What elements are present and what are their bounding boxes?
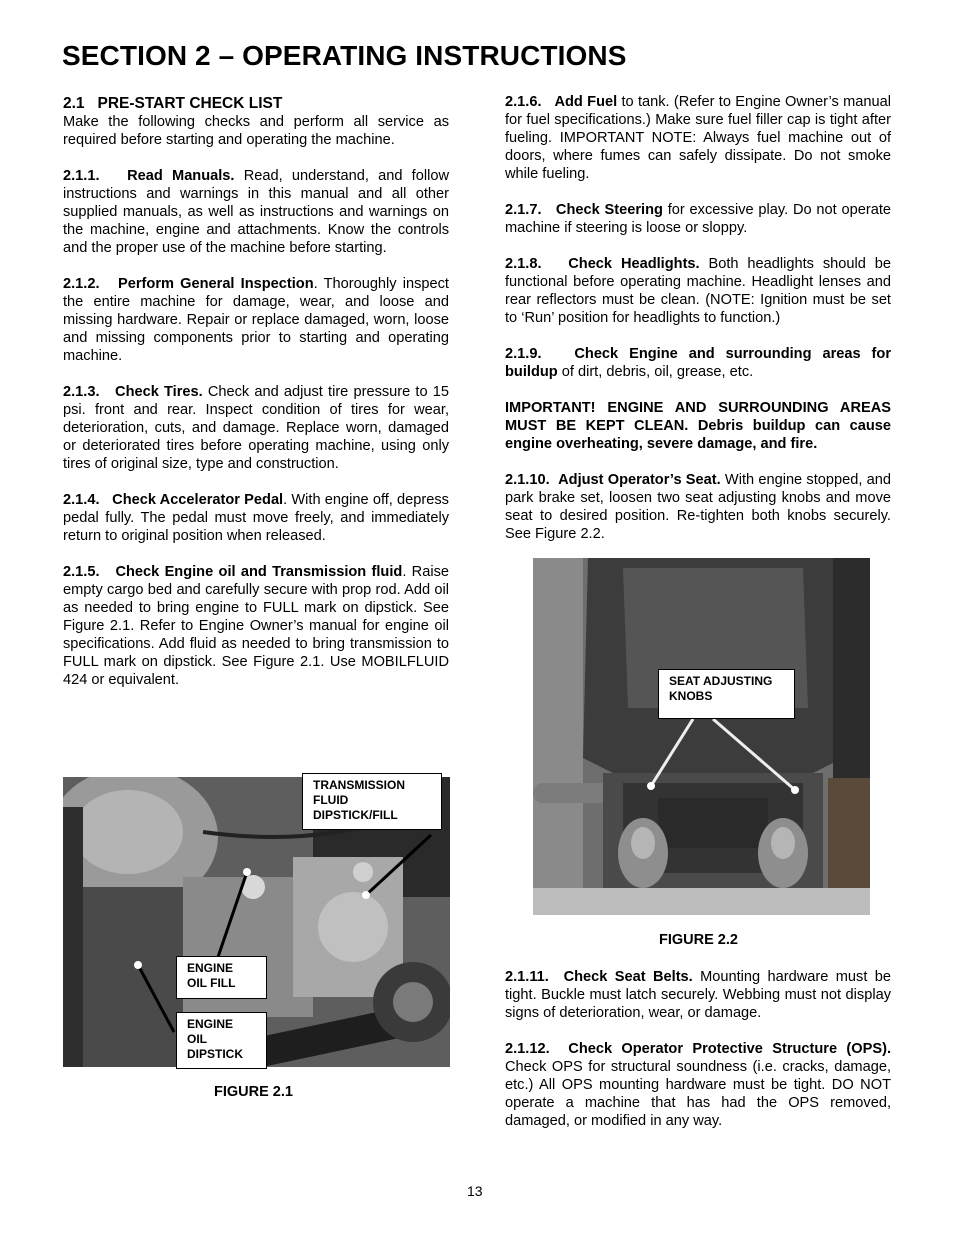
item-2-1-12: 2.1.12. Check Operator Protective Structure (OPS). Check OPS for structural soundness (i.e. cracks, damage, etc.) All OPS mounting hardware must be tight. DO NOT operate a machine that has had the OPS removed, damaged, or modified in any way. — [505, 1041, 892, 1129]
subsection-heading: 2.1 PRE-START CHECK LIST — [63, 95, 283, 112]
item-2-1-9: 2.1.9. Check Engine and surrounding areas for buildup of dirt, debris, oil, grease, etc. — [505, 346, 892, 380]
right-column — [505, 93, 891, 561]
right-column-lower — [505, 968, 891, 1148]
callout-engine-oil-fill: ENGINE OIL FILL — [176, 956, 267, 999]
callout-transmission-fluid: TRANSMISSION FLUID DIPSTICK/FILL — [302, 773, 442, 830]
callout-engine-oil-dipstick: ENGINE OIL DIPSTICK — [176, 1012, 267, 1069]
item-2-1-6: 2.1.6. Add Fuel to tank. (Refer to Engine Owner’s manual for fuel specifications.) Make sure fuel filler cap is tight after fueling. IMPORTANT NOTE: Always fuel machine out of doors, where fumes can safely dissipate. Do not smoke while fueling. — [505, 94, 891, 182]
item-2-1-7: 2.1.7. Check Steering for excessive play. Do not operate machine if steering is loose or sloppy. — [505, 202, 892, 236]
item-2-1-4: 2.1.4. Check Accelerator Pedal. With engine off, depress pedal fully. The pedal must move freely, and immediately return to original position when released. — [63, 492, 449, 544]
item-2-1-3: 2.1.3. Check Tires. Check and adjust tire pressure to 15 psi. front and rear. Inspect condition of tires for wear, deterioration, cuts, and damage. Replace worn, damaged or deteriorated tires before operating machine, using only tires of original size, type and construction. — [63, 384, 449, 472]
seat-photo — [533, 558, 870, 915]
page-number: 13 — [467, 1183, 483, 1199]
item-2-1-11: 2.1.11. Check Seat Belts. Mounting hardware must be tight. Buckle must latch securely. Webbing must not display signs of deterioration, wear, or damage. — [505, 969, 891, 1021]
item-2-1-8: 2.1.8. Check Headlights. Both headlights should be functional before operating machine. Headlight lenses and rear reflectors must be clean. (NOTE: Ignition must be set to ‘Run’ position for headlights to function.) — [505, 256, 892, 326]
figure-2-2-caption: FIGURE 2.2 — [659, 932, 738, 948]
left-column — [63, 95, 449, 707]
item-2-1-10: 2.1.10. Adjust Operator’s Seat. With engine stopped, and park brake set, loosen two seat adjusting knobs and move seat to desired position. Re-tighten both knobs securely. See Figure 2.2. — [505, 472, 891, 542]
important-note: IMPORTANT! ENGINE AND SURROUNDING AREAS MUST BE KEPT CLEAN. Debris buildup can cause engine overheating, severe damage, and fire. — [505, 400, 891, 452]
section-title: SECTION 2 – OPERATING INSTRUCTIONS — [62, 40, 627, 71]
subsection-intro: Make the following checks and perform all service as required before starting and operating the machine. — [63, 114, 449, 148]
item-2-1-1: 2.1.1. Read Manuals. Read, understand, and follow instructions and warnings in this manual and all other supplied manuals, as well as instructions and warnings on the machine, engine and attachments. Know the controls and the proper use of the machine before starting. — [63, 168, 449, 256]
figure-2-1-caption: FIGURE 2.1 — [214, 1084, 293, 1100]
callout-seat-adjusting-knobs: SEAT ADJUSTING KNOBS — [658, 669, 795, 719]
item-2-1-5: 2.1.5. Check Engine oil and Transmission fluid. Raise empty cargo bed and carefully secure with prop rod. Add oil as needed to bring engine to FULL mark on dipstick. See Figure 2.1. Refer to Engine Owner’s manual for engine oil specifications. Add fluid as needed to bring transmission to FULL mark on dipstick. See Figure 2.1. Use MOBILFLUID 424 or equivalent. — [63, 564, 449, 688]
figure-2-2-photo — [533, 558, 870, 915]
item-2-1-2: 2.1.2. Perform General Inspection. Thoroughly inspect the entire machine for damage, wear, and loose and missing hardware. Repair or replace damaged, worn, loose and missing components prior to starting and operating machine. — [63, 276, 449, 364]
